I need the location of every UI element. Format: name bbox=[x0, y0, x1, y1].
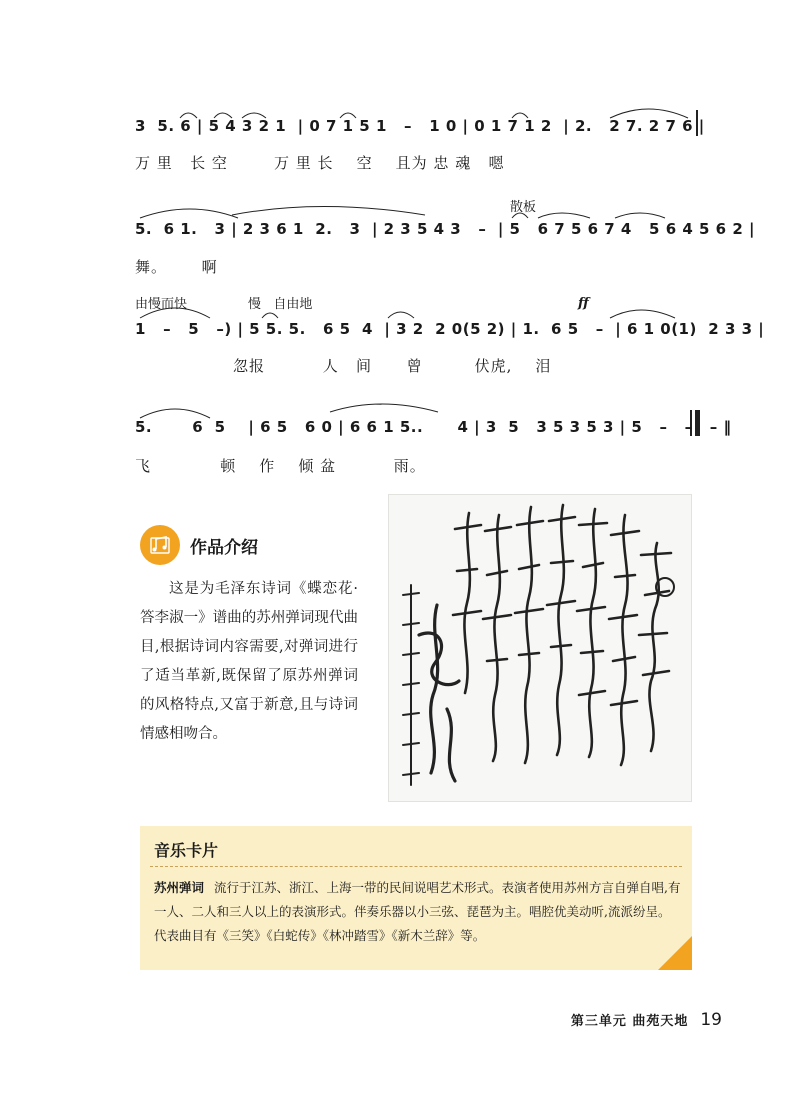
page-footer bbox=[571, 1010, 722, 1030]
calligraphy-image bbox=[388, 494, 692, 802]
music-card-title: 音乐卡片 bbox=[154, 841, 219, 860]
score-row-4-lyrics: 飞 顿 作 倾 盆 雨。 bbox=[135, 457, 426, 475]
score-row-2-notes: 5. 6 1. 3 | 2 3 6 1 2. 3 | 2 3 5 4 3 – | 5 6 7 5 6 7 4 5 6 4 5 6 2 | bbox=[135, 220, 755, 238]
intro-title: 作品介绍 bbox=[190, 537, 258, 558]
unit-title: 第三单元 曲苑天地 bbox=[570, 1014, 689, 1029]
music-score bbox=[0, 0, 800, 480]
music-card-body bbox=[154, 876, 682, 948]
score-row-4-notes: 5. 6 5 | 6 5 6 0 | 6 6 1 5.. 4 | 3 5 3 5 3 5 3 | 5 – – – ‖ bbox=[135, 418, 732, 436]
calligraphy-strokes bbox=[389, 495, 691, 801]
score-row-1-notes: 3 5. 6 | 5 4 3 2 1 | 0 7 1 5 1 – 1 0 | 0 1 7 1 2 | 2. 2 7. 2 7 6 | bbox=[135, 117, 705, 135]
music-card-term: 苏州弹词 bbox=[154, 880, 205, 895]
score-row-3-lyrics: 忽报 人 间 曾 伏虎, 泪 bbox=[135, 357, 552, 375]
intro-header bbox=[140, 525, 258, 565]
tempo-marking-slow-free: 慢 自由地 bbox=[248, 297, 313, 312]
tempo-marking-accelerando: 由慢而快 bbox=[135, 297, 188, 312]
music-card-text: 流行于江苏、浙江、上海一带的民间说唱艺术形式。表演者使用苏州方言自弹自唱,有一人、二人和三人以上的表演形式。伴奏乐器以小三弦、琵琶为主。唱腔优美动听,流派纷呈。代表曲目有《三笑》《白蛇传》《林冲踏雪》《新木兰辞》等。 bbox=[154, 880, 681, 943]
score-row-3-notes: 1 – 5 –) | 5 5. 5. 6 5 4 | 3 2 2 0(5 2) | 1. 6 5 – | 6 1 0(1) 2 3 3 | bbox=[135, 320, 765, 338]
page-number: 19 bbox=[700, 1010, 722, 1030]
music-card-divider bbox=[150, 866, 682, 867]
score-slurs bbox=[0, 0, 800, 480]
score-row-1-lyrics: 万 里 长 空 万 里 长 空 且为 忠 魂 嗯 bbox=[135, 154, 505, 172]
tempo-marking-free: 散板 bbox=[510, 200, 537, 215]
score-row-2-lyrics: 舞。 啊 bbox=[135, 258, 218, 276]
dynamic-marking: ff bbox=[578, 296, 589, 311]
intro-paragraph: 这是为毛泽东诗词《蝶恋花·答李淑一》谱曲的苏州弹词现代曲目,根据诗词内容需要,对弹词进行了适当革新,既保留了原苏州弹词的风格特点,又富于新意,且与诗词情感相吻合。 bbox=[140, 581, 358, 742]
music-card bbox=[140, 826, 692, 970]
page-curl-corner bbox=[658, 936, 692, 970]
music-note-icon bbox=[140, 525, 180, 565]
